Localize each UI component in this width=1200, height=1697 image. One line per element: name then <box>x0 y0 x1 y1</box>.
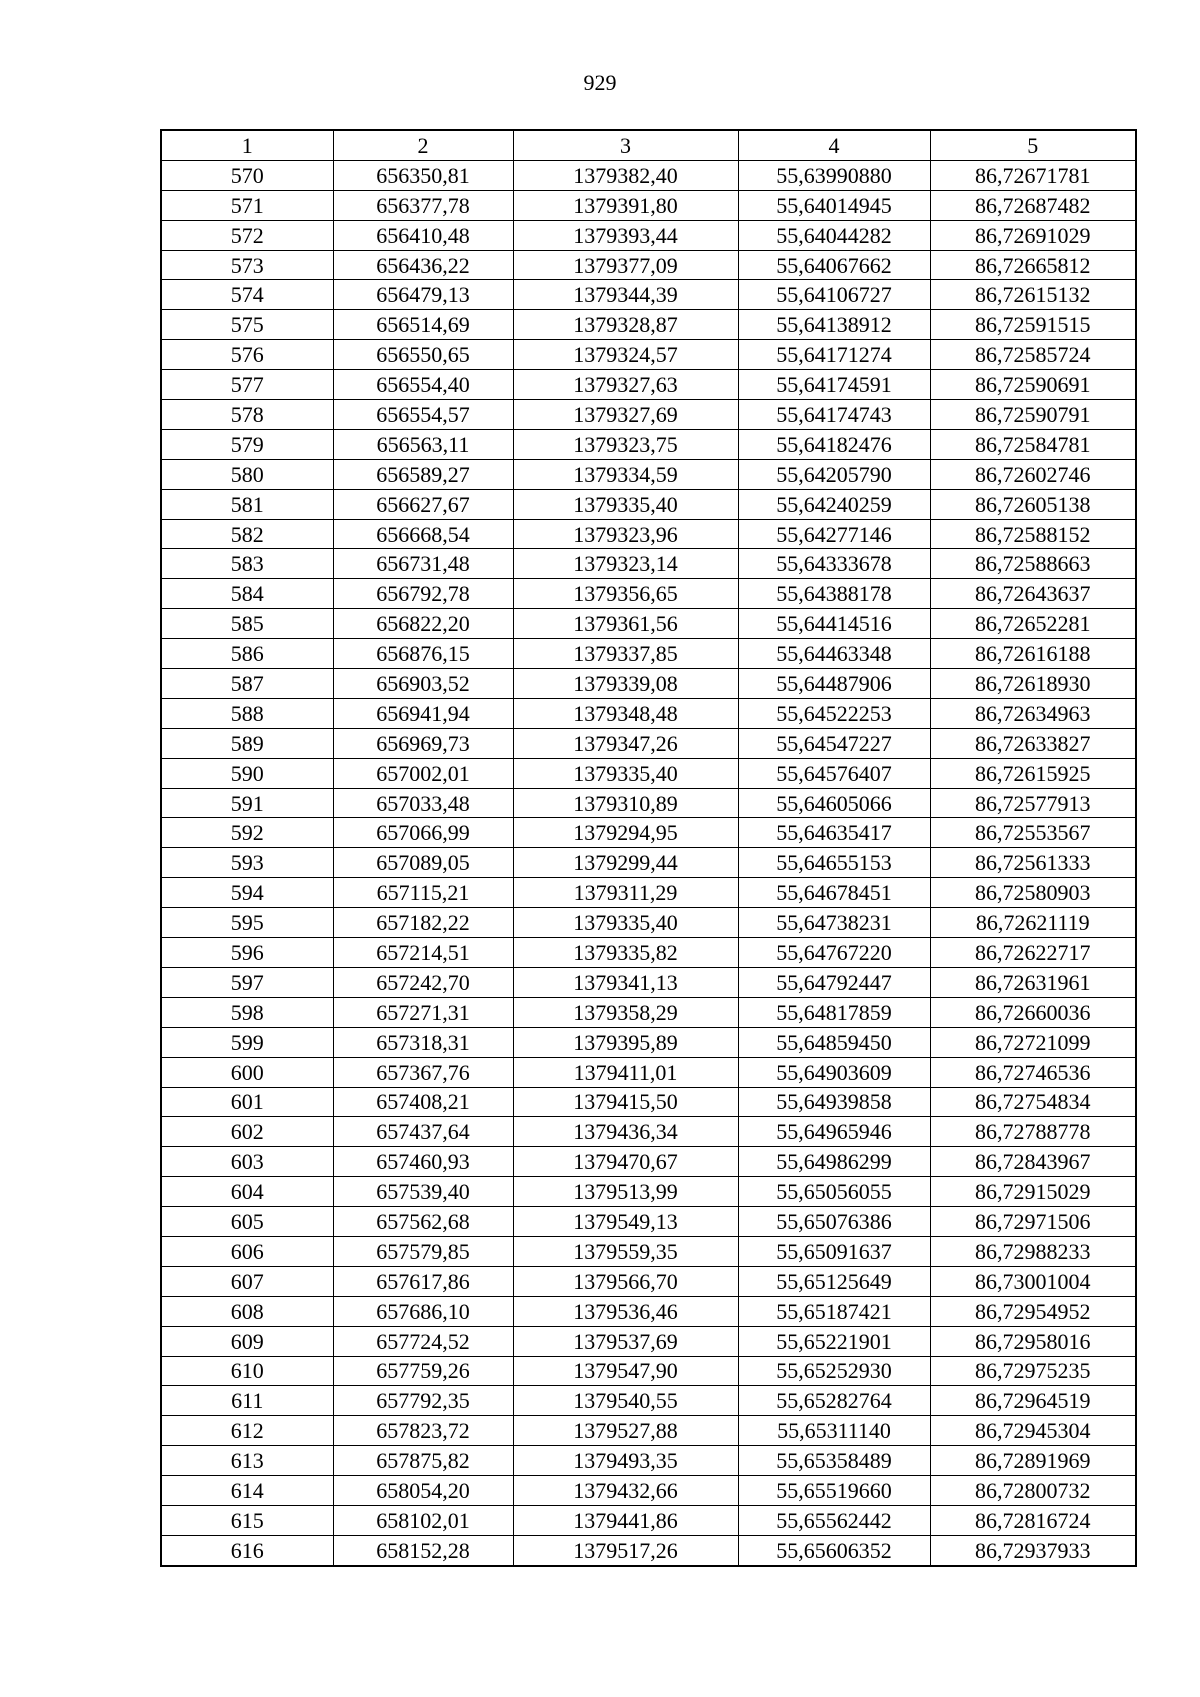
table-cell: 86,73001004 <box>930 1266 1136 1296</box>
table-cell: 55,65187421 <box>738 1296 930 1326</box>
table-cell: 1379323,14 <box>513 549 738 579</box>
coordinates-table <box>160 129 1137 1567</box>
table-cell: 656822,20 <box>333 609 513 639</box>
table-cell: 657686,10 <box>333 1296 513 1326</box>
table-cell: 86,72585724 <box>930 340 1136 370</box>
table-cell: 55,64106727 <box>738 280 930 310</box>
table-cell: 86,72937933 <box>930 1535 1136 1565</box>
table-row <box>161 310 1136 340</box>
table-cell: 587 <box>161 669 333 699</box>
table-cell: 1379348,48 <box>513 698 738 728</box>
table-cell: 55,64986299 <box>738 1147 930 1177</box>
table-cell: 55,65252930 <box>738 1356 930 1386</box>
table-cell: 1379377,09 <box>513 250 738 280</box>
table-cell: 574 <box>161 280 333 310</box>
table-cell: 1379294,95 <box>513 818 738 848</box>
table-cell: 86,72634963 <box>930 698 1136 728</box>
table-cell: 656876,15 <box>333 639 513 669</box>
table-cell: 1379536,46 <box>513 1296 738 1326</box>
table-cell: 657792,35 <box>333 1386 513 1416</box>
table-row <box>161 1207 1136 1237</box>
table-cell: 86,72687482 <box>930 190 1136 220</box>
table-cell: 657115,21 <box>333 878 513 908</box>
table-cell: 656627,67 <box>333 489 513 519</box>
table-cell: 615 <box>161 1505 333 1535</box>
table-cell: 656554,40 <box>333 370 513 400</box>
table-cell: 55,63990880 <box>738 160 930 190</box>
table-cell: 570 <box>161 160 333 190</box>
table-row <box>161 1356 1136 1386</box>
table-cell: 1379347,26 <box>513 728 738 758</box>
table-cell: 603 <box>161 1147 333 1177</box>
table-row <box>161 728 1136 758</box>
table-row <box>161 908 1136 938</box>
table-row <box>161 1057 1136 1087</box>
table-row <box>161 818 1136 848</box>
table-cell: 1379393,44 <box>513 220 738 250</box>
table-cell: 657182,22 <box>333 908 513 938</box>
table-cell: 55,64240259 <box>738 489 930 519</box>
table-cell: 657823,72 <box>333 1416 513 1446</box>
table-cell: 1379328,87 <box>513 310 738 340</box>
table-cell: 86,72671781 <box>930 160 1136 190</box>
table-row <box>161 609 1136 639</box>
table-cell: 55,64138912 <box>738 310 930 340</box>
table-row <box>161 1266 1136 1296</box>
table-cell: 656563,11 <box>333 429 513 459</box>
table-cell: 86,72652281 <box>930 609 1136 639</box>
table-cell: 658152,28 <box>333 1535 513 1565</box>
table-cell: 1379547,90 <box>513 1356 738 1386</box>
table-cell: 602 <box>161 1117 333 1147</box>
table-cell: 1379361,56 <box>513 609 738 639</box>
table-body <box>161 160 1136 1565</box>
table-cell: 589 <box>161 728 333 758</box>
table-cell: 575 <box>161 310 333 340</box>
table-cell: 1379441,86 <box>513 1505 738 1535</box>
table-cell: 1379341,13 <box>513 967 738 997</box>
table-cell: 1379566,70 <box>513 1266 738 1296</box>
table-cell: 582 <box>161 519 333 549</box>
table-cell: 55,65606352 <box>738 1535 930 1565</box>
table-cell: 86,72553567 <box>930 818 1136 848</box>
table-cell: 1379339,08 <box>513 669 738 699</box>
table-cell: 1379335,40 <box>513 908 738 938</box>
table-cell: 658054,20 <box>333 1476 513 1506</box>
table-cell: 1379432,66 <box>513 1476 738 1506</box>
table-row <box>161 549 1136 579</box>
table-row <box>161 400 1136 430</box>
table-row <box>161 1505 1136 1535</box>
table-cell: 86,72754834 <box>930 1087 1136 1117</box>
table-cell: 1379517,26 <box>513 1535 738 1565</box>
table-cell: 576 <box>161 340 333 370</box>
column-header: 2 <box>333 130 513 160</box>
table-row <box>161 1027 1136 1057</box>
table-cell: 656350,81 <box>333 160 513 190</box>
table-cell: 55,64414516 <box>738 609 930 639</box>
table-row <box>161 758 1136 788</box>
table-cell: 1379493,35 <box>513 1446 738 1476</box>
table-cell: 656903,52 <box>333 669 513 699</box>
table-row <box>161 340 1136 370</box>
table-cell: 1379395,89 <box>513 1027 738 1057</box>
table-cell: 657089,05 <box>333 848 513 878</box>
table-cell: 590 <box>161 758 333 788</box>
table-cell: 656479,13 <box>333 280 513 310</box>
table-cell: 55,64939858 <box>738 1087 930 1117</box>
table-cell: 86,72691029 <box>930 220 1136 250</box>
table-row <box>161 519 1136 549</box>
table-cell: 86,72616188 <box>930 639 1136 669</box>
table-cell: 55,64635417 <box>738 818 930 848</box>
table-cell: 577 <box>161 370 333 400</box>
table-cell: 1379324,57 <box>513 340 738 370</box>
table-cell: 86,72988233 <box>930 1236 1136 1266</box>
table-cell: 656969,73 <box>333 728 513 758</box>
table-cell: 592 <box>161 818 333 848</box>
table-cell: 656377,78 <box>333 190 513 220</box>
table-cell: 1379415,50 <box>513 1087 738 1117</box>
table-row <box>161 698 1136 728</box>
table-row <box>161 1236 1136 1266</box>
table-cell: 55,64817859 <box>738 997 930 1027</box>
table-cell: 607 <box>161 1266 333 1296</box>
table-row <box>161 579 1136 609</box>
table-cell: 616 <box>161 1535 333 1565</box>
table-cell: 55,64487906 <box>738 669 930 699</box>
table-cell: 86,72665812 <box>930 250 1136 280</box>
table-cell: 1379540,55 <box>513 1386 738 1416</box>
table-row <box>161 220 1136 250</box>
table-cell: 86,72588663 <box>930 549 1136 579</box>
table-cell: 1379549,13 <box>513 1207 738 1237</box>
table-cell: 86,72971506 <box>930 1207 1136 1237</box>
table-cell: 656554,57 <box>333 400 513 430</box>
table-cell: 1379335,40 <box>513 758 738 788</box>
table-cell: 55,64067662 <box>738 250 930 280</box>
table-cell: 573 <box>161 250 333 280</box>
table-cell: 601 <box>161 1087 333 1117</box>
table-cell: 55,65056055 <box>738 1177 930 1207</box>
table-header-row <box>161 130 1136 160</box>
table-cell: 1379527,88 <box>513 1416 738 1446</box>
table-cell: 657408,21 <box>333 1087 513 1117</box>
table-row <box>161 280 1136 310</box>
table-cell: 657002,01 <box>333 758 513 788</box>
table-row <box>161 967 1136 997</box>
table-cell: 55,65282764 <box>738 1386 930 1416</box>
table-cell: 55,65076386 <box>738 1207 930 1237</box>
table-cell: 55,64044282 <box>738 220 930 250</box>
table-cell: 55,64174743 <box>738 400 930 430</box>
table-row <box>161 1147 1136 1177</box>
table-cell: 1379310,89 <box>513 788 738 818</box>
table-row <box>161 1117 1136 1147</box>
table-cell: 86,72721099 <box>930 1027 1136 1057</box>
table-row <box>161 1296 1136 1326</box>
table-cell: 610 <box>161 1356 333 1386</box>
table-cell: 656410,48 <box>333 220 513 250</box>
table-cell: 55,64174591 <box>738 370 930 400</box>
table-cell: 1379323,75 <box>513 429 738 459</box>
page-number: 929 <box>583 70 617 95</box>
table-cell: 597 <box>161 967 333 997</box>
table-cell: 55,64859450 <box>738 1027 930 1057</box>
table-cell: 1379391,80 <box>513 190 738 220</box>
table-cell: 593 <box>161 848 333 878</box>
table-cell: 55,64388178 <box>738 579 930 609</box>
table-cell: 657759,26 <box>333 1356 513 1386</box>
table-cell: 86,72945304 <box>930 1416 1136 1446</box>
table-cell: 1379436,34 <box>513 1117 738 1147</box>
table-cell: 572 <box>161 220 333 250</box>
table-cell: 55,64522253 <box>738 698 930 728</box>
table-cell: 86,72615925 <box>930 758 1136 788</box>
table-row <box>161 788 1136 818</box>
table-cell: 606 <box>161 1236 333 1266</box>
table-cell: 86,72633827 <box>930 728 1136 758</box>
table-cell: 86,72591515 <box>930 310 1136 340</box>
table-cell: 656550,65 <box>333 340 513 370</box>
table-cell: 55,64576407 <box>738 758 930 788</box>
table-cell: 591 <box>161 788 333 818</box>
table-cell: 86,72800732 <box>930 1476 1136 1506</box>
table-cell: 55,65091637 <box>738 1236 930 1266</box>
table-cell: 86,72660036 <box>930 997 1136 1027</box>
table-row <box>161 1416 1136 1446</box>
table-cell: 86,72605138 <box>930 489 1136 519</box>
table-cell: 55,64463348 <box>738 639 930 669</box>
table-cell: 86,72843967 <box>930 1147 1136 1177</box>
table-cell: 86,72590691 <box>930 370 1136 400</box>
table-cell: 599 <box>161 1027 333 1057</box>
table-cell: 86,72631961 <box>930 967 1136 997</box>
table-cell: 86,72580903 <box>930 878 1136 908</box>
table-row <box>161 250 1136 280</box>
table-row <box>161 370 1136 400</box>
table-cell: 55,64792447 <box>738 967 930 997</box>
table-cell: 657242,70 <box>333 967 513 997</box>
table-cell: 657875,82 <box>333 1446 513 1476</box>
table-cell: 614 <box>161 1476 333 1506</box>
table-cell: 656731,48 <box>333 549 513 579</box>
column-header: 5 <box>930 130 1136 160</box>
table-cell: 609 <box>161 1326 333 1356</box>
table-row <box>161 848 1136 878</box>
table-cell: 55,64014945 <box>738 190 930 220</box>
table-row <box>161 1476 1136 1506</box>
table-cell: 1379559,35 <box>513 1236 738 1266</box>
table-row <box>161 489 1136 519</box>
table-cell: 657460,93 <box>333 1147 513 1177</box>
table-cell: 55,64333678 <box>738 549 930 579</box>
table-cell: 594 <box>161 878 333 908</box>
table-cell: 1379335,40 <box>513 489 738 519</box>
table-cell: 55,64767220 <box>738 938 930 968</box>
table-cell: 583 <box>161 549 333 579</box>
table-cell: 1379327,69 <box>513 400 738 430</box>
table-cell: 1379344,39 <box>513 280 738 310</box>
table-cell: 571 <box>161 190 333 220</box>
table-cell: 657562,68 <box>333 1207 513 1237</box>
table-cell: 657539,40 <box>333 1177 513 1207</box>
table-cell: 580 <box>161 459 333 489</box>
table-cell: 86,72954952 <box>930 1296 1136 1326</box>
table-row <box>161 669 1136 699</box>
table-cell: 86,72577913 <box>930 788 1136 818</box>
table-cell: 55,64655153 <box>738 848 930 878</box>
table-cell: 657066,99 <box>333 818 513 848</box>
table-cell: 657724,52 <box>333 1326 513 1356</box>
table-cell: 600 <box>161 1057 333 1087</box>
table-cell: 55,65221901 <box>738 1326 930 1356</box>
table-cell: 86,72588152 <box>930 519 1136 549</box>
table-cell: 657033,48 <box>333 788 513 818</box>
table-cell: 656792,78 <box>333 579 513 609</box>
table-cell: 657617,86 <box>333 1266 513 1296</box>
table-cell: 1379311,29 <box>513 878 738 908</box>
table-cell: 55,64678451 <box>738 878 930 908</box>
table-cell: 86,72590791 <box>930 400 1136 430</box>
table-cell: 657271,31 <box>333 997 513 1027</box>
table-cell: 55,65311140 <box>738 1416 930 1446</box>
table-cell: 585 <box>161 609 333 639</box>
table-cell: 55,64965946 <box>738 1117 930 1147</box>
table-cell: 1379470,67 <box>513 1147 738 1177</box>
table-cell: 86,72975235 <box>930 1356 1136 1386</box>
table-cell: 86,72602746 <box>930 459 1136 489</box>
table-cell: 86,72816724 <box>930 1505 1136 1535</box>
table-cell: 86,72584781 <box>930 429 1136 459</box>
table-cell: 55,65125649 <box>738 1266 930 1296</box>
table-cell: 86,72643637 <box>930 579 1136 609</box>
table-row <box>161 1386 1136 1416</box>
table-row <box>161 997 1136 1027</box>
table-row <box>161 190 1136 220</box>
table-row <box>161 938 1136 968</box>
table-cell: 584 <box>161 579 333 609</box>
table-cell: 657214,51 <box>333 938 513 968</box>
table-cell: 55,64277146 <box>738 519 930 549</box>
table-cell: 86,72622717 <box>930 938 1136 968</box>
table-cell: 657437,64 <box>333 1117 513 1147</box>
table-cell: 55,64903609 <box>738 1057 930 1087</box>
table-cell: 1379335,82 <box>513 938 738 968</box>
table-cell: 578 <box>161 400 333 430</box>
table-row <box>161 1535 1136 1565</box>
table-cell: 86,72621119 <box>930 908 1136 938</box>
table-cell: 656941,94 <box>333 698 513 728</box>
table-row <box>161 160 1136 190</box>
table-row <box>161 429 1136 459</box>
table-cell: 1379537,69 <box>513 1326 738 1356</box>
table-cell: 579 <box>161 429 333 459</box>
column-header: 3 <box>513 130 738 160</box>
table-row <box>161 878 1136 908</box>
table-cell: 1379356,65 <box>513 579 738 609</box>
table-cell: 604 <box>161 1177 333 1207</box>
table-cell: 86,72964519 <box>930 1386 1136 1416</box>
column-header: 1 <box>161 130 333 160</box>
table-cell: 1379513,99 <box>513 1177 738 1207</box>
table-row <box>161 1177 1136 1207</box>
table-cell: 1379337,85 <box>513 639 738 669</box>
column-header: 4 <box>738 130 930 160</box>
table-cell: 586 <box>161 639 333 669</box>
table-cell: 86,72915029 <box>930 1177 1136 1207</box>
table-cell: 1379299,44 <box>513 848 738 878</box>
table-cell: 86,72561333 <box>930 848 1136 878</box>
table-cell: 86,72615132 <box>930 280 1136 310</box>
table-cell: 657579,85 <box>333 1236 513 1266</box>
table-cell: 55,65562442 <box>738 1505 930 1535</box>
table-row <box>161 1446 1136 1476</box>
table-cell: 55,64171274 <box>738 340 930 370</box>
table-cell: 581 <box>161 489 333 519</box>
table-cell: 55,64182476 <box>738 429 930 459</box>
table-cell: 657367,76 <box>333 1057 513 1087</box>
table-cell: 86,72618930 <box>930 669 1136 699</box>
table-cell: 55,64547227 <box>738 728 930 758</box>
table-cell: 86,72891969 <box>930 1446 1136 1476</box>
table-cell: 656436,22 <box>333 250 513 280</box>
table-cell: 598 <box>161 997 333 1027</box>
table-cell: 596 <box>161 938 333 968</box>
table-cell: 86,72788778 <box>930 1117 1136 1147</box>
table-cell: 1379382,40 <box>513 160 738 190</box>
table-cell: 608 <box>161 1296 333 1326</box>
table-cell: 656514,69 <box>333 310 513 340</box>
table-cell: 595 <box>161 908 333 938</box>
table-cell: 55,64205790 <box>738 459 930 489</box>
table-cell: 1379334,59 <box>513 459 738 489</box>
table-row <box>161 459 1136 489</box>
table-cell: 1379323,96 <box>513 519 738 549</box>
table-cell: 657318,31 <box>333 1027 513 1057</box>
table-cell: 588 <box>161 698 333 728</box>
table-cell: 1379358,29 <box>513 997 738 1027</box>
table-cell: 86,72746536 <box>930 1057 1136 1087</box>
table-cell: 612 <box>161 1416 333 1446</box>
table-cell: 1379411,01 <box>513 1057 738 1087</box>
table-cell: 55,65519660 <box>738 1476 930 1506</box>
table-cell: 55,64738231 <box>738 908 930 938</box>
table-cell: 1379327,63 <box>513 370 738 400</box>
table-cell: 613 <box>161 1446 333 1476</box>
table-cell: 605 <box>161 1207 333 1237</box>
table-cell: 658102,01 <box>333 1505 513 1535</box>
table-cell: 611 <box>161 1386 333 1416</box>
table-cell: 86,72958016 <box>930 1326 1136 1356</box>
table-row <box>161 639 1136 669</box>
table-cell: 55,65358489 <box>738 1446 930 1476</box>
table-cell: 656668,54 <box>333 519 513 549</box>
table-row <box>161 1087 1136 1117</box>
table-cell: 55,64605066 <box>738 788 930 818</box>
table-cell: 656589,27 <box>333 459 513 489</box>
table-row <box>161 1326 1136 1356</box>
